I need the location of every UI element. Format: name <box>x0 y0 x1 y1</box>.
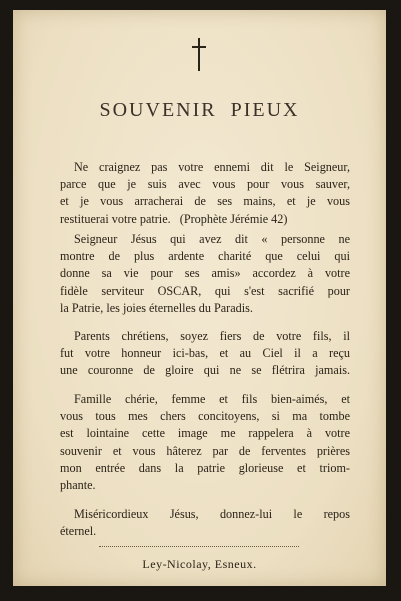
text-line: Ne craignez pas votre ennemi dit le Seigneur, <box>74 160 350 174</box>
cross-icon <box>198 38 200 71</box>
text-line: la Patrie, les joies éternelles du Paradis. <box>60 300 253 315</box>
text-line: donne sa vie pour ses amis» accordez à votre <box>60 266 350 281</box>
paragraph-parents <box>60 328 350 380</box>
paragraph-prayer <box>60 231 350 317</box>
text-line: phante. <box>60 478 96 493</box>
text-line: mon entrée dans la patrie glorieuse et triom- <box>60 460 350 475</box>
memorial-card <box>13 10 386 586</box>
text-line: parce que je suis avec vous pour vous sauver, <box>60 177 350 192</box>
text-line: Seigneur Jésus qui avez dit « personne ne <box>74 232 350 246</box>
paragraph-prophecy <box>60 159 350 228</box>
paragraph-mercy <box>60 506 350 540</box>
text-line: fut votre honneur ici-bas, et au Ciel il a reçu <box>60 346 350 361</box>
text-line: Miséricordieux Jésus, donnez-lui le repos <box>74 507 350 521</box>
printer-imprint: Ley-Nicolay, Esneux. <box>142 557 257 571</box>
text-line: montre de plus ardente charité que celui qui <box>60 249 350 264</box>
text-line: Famille chérie, femme et fils bien-aimés, et <box>74 392 350 406</box>
text-line: vous tous mes chers concitoyens, si ma tombe <box>60 409 350 424</box>
title-word-pieux: PIEUX <box>230 99 300 121</box>
text-line: une couronne de gloire qui ne se flétrira jamais. <box>60 363 350 378</box>
text-line: restituerai votre patrie. (Prophète Jérémie 42) <box>60 211 288 226</box>
text-line: fidèle serviteur OSCAR, qui s'est sacrifié pour <box>60 283 350 298</box>
text-line: et je vous arracherai de ses mains, et je vous <box>60 194 350 209</box>
card-title <box>13 99 386 122</box>
text-line: est lointaine cette image me rappelera à votre <box>60 426 350 441</box>
paragraph-family <box>60 391 350 494</box>
dotted-divider <box>99 546 299 547</box>
text-line: souvenir et vous hâterez par de ferventes prières <box>60 443 350 458</box>
text-line: éternel. <box>60 524 97 539</box>
title-word-souvenir: SOUVENIR <box>99 99 217 121</box>
text-line: Parents chrétiens, soyez fiers de votre fils, il <box>74 329 350 343</box>
